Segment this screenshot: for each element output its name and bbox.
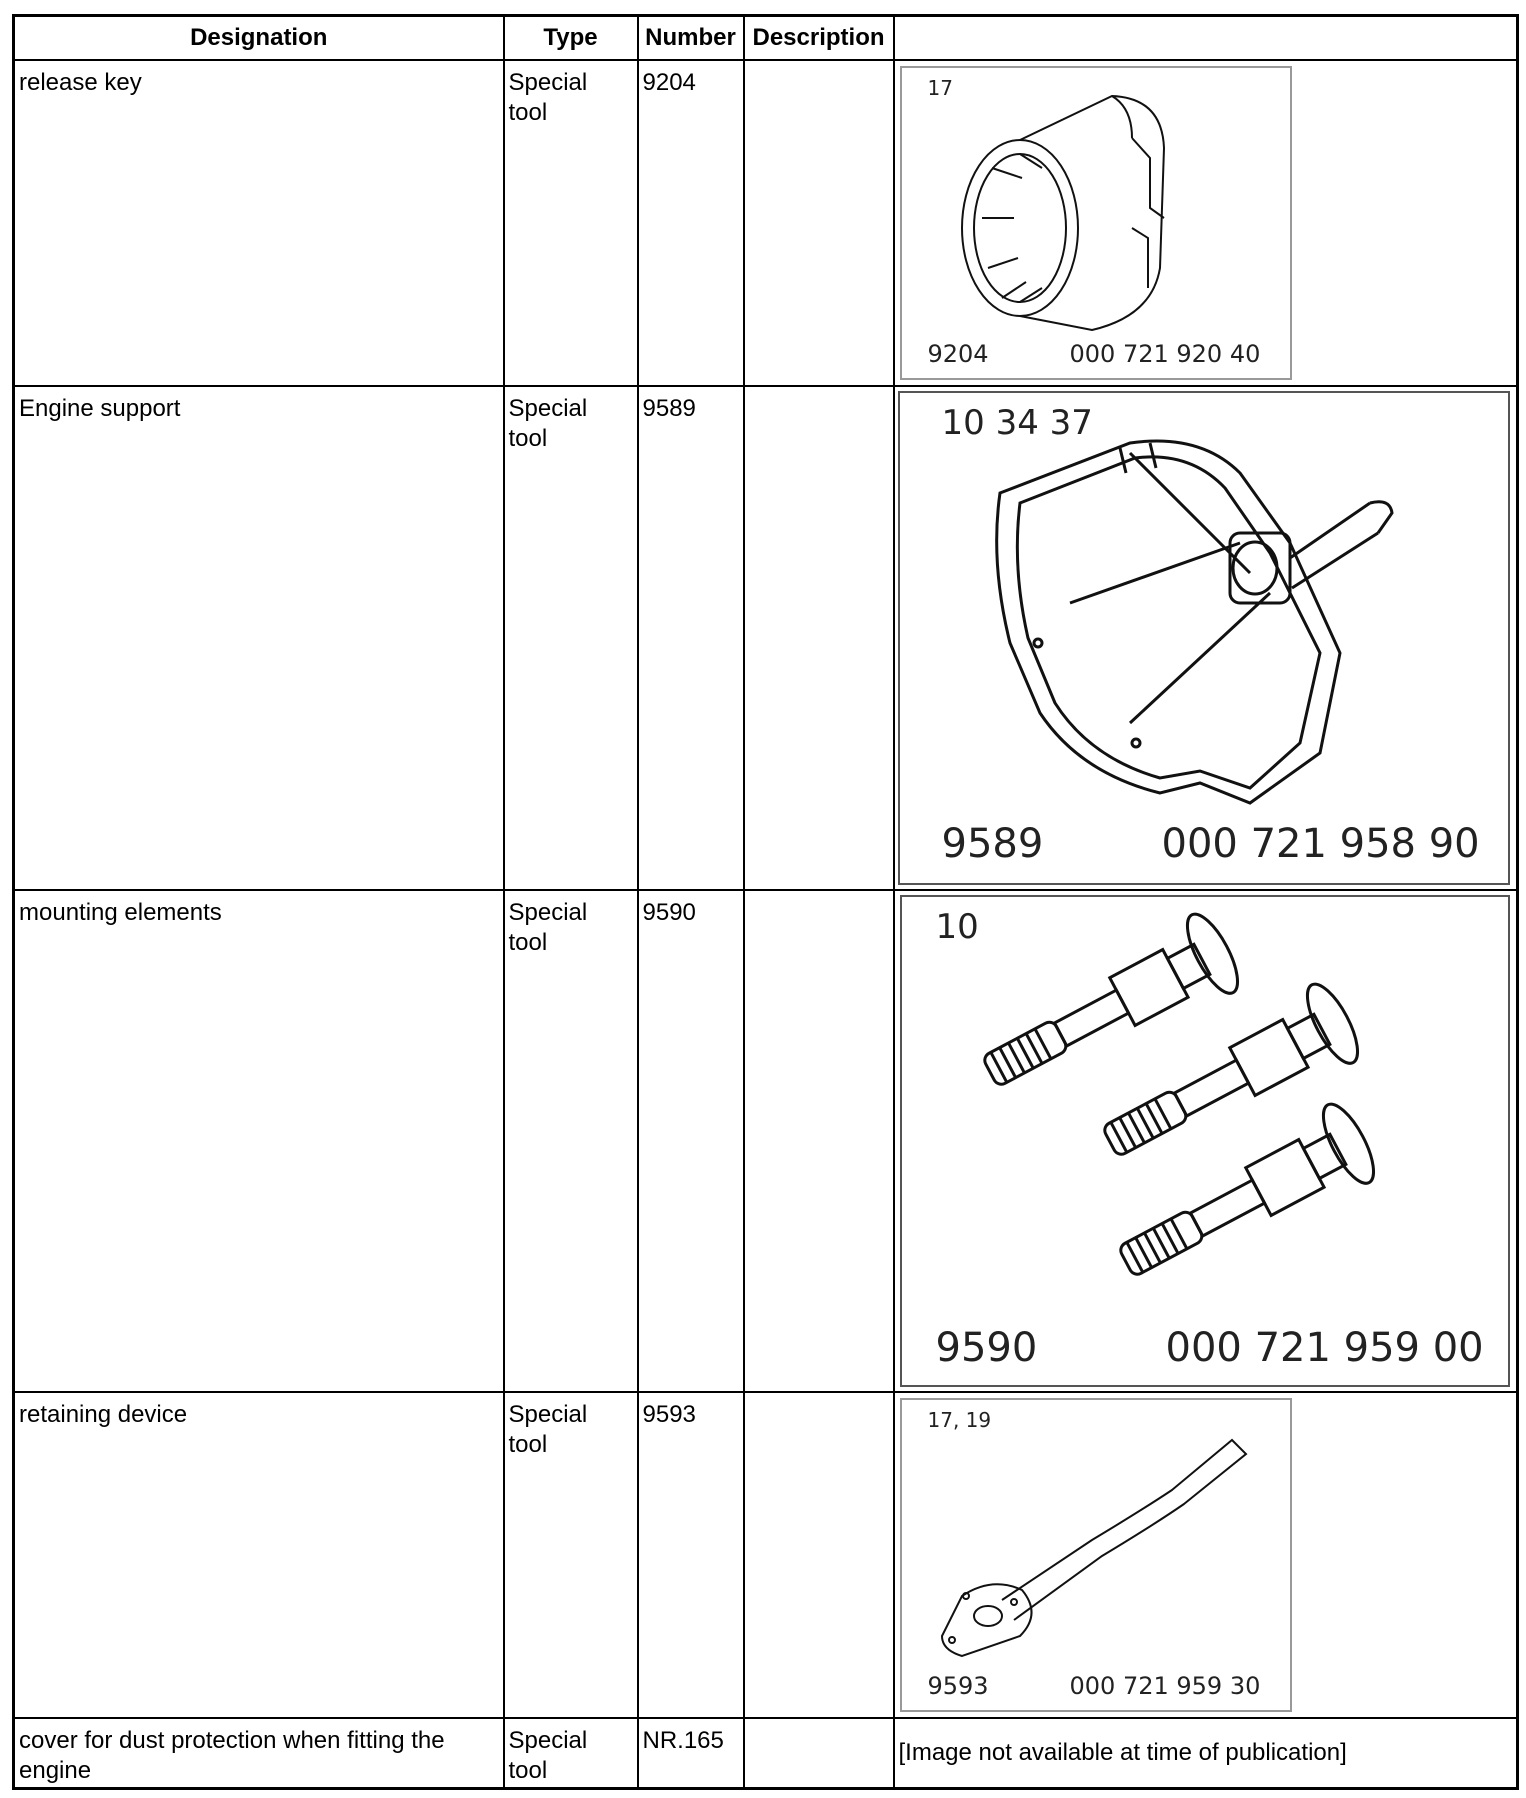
designation-cell: release key: [14, 60, 504, 386]
table-row: [14, 1392, 1518, 1718]
table-row: [14, 890, 1518, 1392]
header-description: Description: [744, 16, 894, 61]
image-cell: [894, 1718, 1518, 1788]
description-cell: [744, 60, 894, 386]
figure-part-no: 000 721 959 30: [1069, 1672, 1261, 1700]
description-cell: [744, 1718, 894, 1788]
figure-tool-no: 9593: [927, 1672, 989, 1700]
designation-cell: cover for dust protection when fitting the engine: [14, 1718, 504, 1788]
number-cell: 9204: [638, 60, 744, 386]
designation-cell: mounting elements: [14, 890, 504, 1392]
image-cell: [894, 1392, 1518, 1718]
designation-cell: retaining device: [14, 1392, 504, 1718]
figure-part-no: 000 721 920 40: [1069, 340, 1261, 368]
figure-ref: 10: [935, 907, 979, 947]
description-cell: [744, 890, 894, 1392]
type-cell: Special tool: [504, 890, 638, 1392]
description-cell: [744, 386, 894, 890]
header-type: Type: [504, 16, 638, 61]
figure-tool-no: 9204: [927, 340, 989, 368]
special-tools-table: [12, 14, 1519, 1790]
bolts-icon: [902, 897, 1508, 1385]
type-cell: Special tool: [504, 1718, 638, 1788]
header-image: [894, 16, 1518, 61]
table-row: [14, 60, 1518, 386]
image-not-available-note: [Image not available at time of publication]: [898, 1738, 1347, 1766]
description-cell: [744, 1392, 894, 1718]
figure-tool-no: 9589: [941, 821, 1044, 867]
header-row: [14, 16, 1518, 61]
figure-ref: 10 34 37: [941, 403, 1093, 443]
table-row: [14, 1718, 1518, 1788]
tool-figure: [898, 391, 1510, 885]
retaining-wrench-icon: [902, 1400, 1290, 1710]
tool-figure: [900, 66, 1292, 380]
number-cell: 9593: [638, 1392, 744, 1718]
image-cell: [894, 890, 1518, 1392]
figure-ref: 17: [927, 76, 953, 100]
figure-ref: 17, 19: [927, 1408, 992, 1432]
number-cell: 9589: [638, 386, 744, 890]
header-designation: Designation: [14, 16, 504, 61]
type-cell: Special tool: [504, 1392, 638, 1718]
tool-figure: [900, 1398, 1292, 1712]
image-cell: [894, 60, 1518, 386]
ring-socket-icon: [902, 68, 1290, 378]
number-cell: 9590: [638, 890, 744, 1392]
image-cell: [894, 386, 1518, 890]
header-number: Number: [638, 16, 744, 61]
engine-support-frame-icon: [900, 393, 1508, 883]
tool-figure: [900, 895, 1510, 1387]
figure-part-no: 000 721 959 00: [1165, 1325, 1484, 1371]
type-cell: Special tool: [504, 386, 638, 890]
table-row: [14, 386, 1518, 890]
type-cell: Special tool: [504, 60, 638, 386]
figure-tool-no: 9590: [935, 1325, 1038, 1371]
number-cell: NR.165: [638, 1718, 744, 1788]
designation-cell: Engine support: [14, 386, 504, 890]
figure-part-no: 000 721 958 90: [1161, 821, 1480, 867]
